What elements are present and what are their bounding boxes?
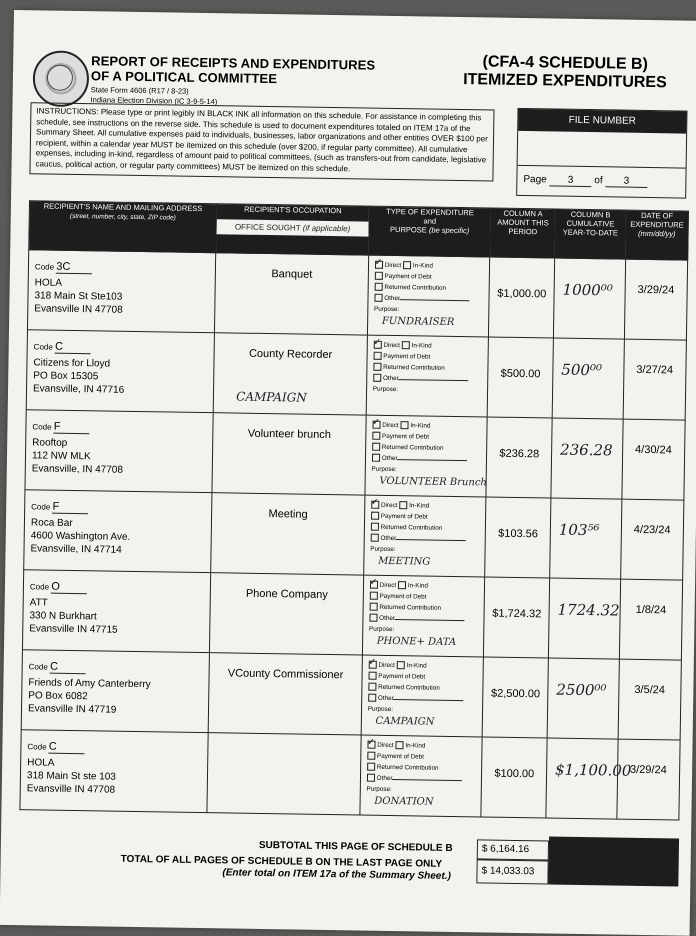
- cumulative: 1000⁰⁰: [562, 280, 613, 300]
- subtotal-value[interactable]: $ 6,164.16: [477, 839, 549, 860]
- type-cell[interactable]: ✓Direct In-Kind Payment of Debt Returned Contribution Other Purpose: MEETING: [363, 495, 486, 577]
- division: Indiana Election Division (IC 3-9-5-14): [90, 95, 218, 107]
- recipient-cell[interactable]: Code C Citizens for Lloyd PO Box 15305 Evansville, IN 47716: [26, 330, 214, 413]
- subtotal-label: SUBTOTAL THIS PAGE OF SCHEDULE B: [258, 839, 453, 854]
- indiana-seal-icon: [32, 50, 89, 107]
- other-checkbox: [367, 774, 375, 782]
- col-occupation: RECIPIENT'S OCCUPATION OFFICE SOUGHT (if applicable): [216, 204, 369, 255]
- other-checkbox: [368, 694, 376, 702]
- cumulative: 1724.32: [557, 600, 620, 620]
- direct-checkbox: [368, 661, 376, 669]
- returned-checkbox: [372, 443, 380, 451]
- table-row: [22, 570, 682, 660]
- inkind-checkbox: [402, 341, 410, 349]
- recipient-cell[interactable]: Code F Rooftop 112 NW MLK Evansville, IN 47708: [25, 410, 213, 493]
- amount-cell[interactable]: [488, 337, 554, 418]
- amount: $1,724.32: [492, 607, 542, 621]
- instructions: INSTRUCTIONS: Please type or print legibly IN BLACK INK all information on this schedule. For assistance in completing this schedule, see instructions on the reverse side. This schedule is used to document expenditures totaled on ITEM 17a of the Summary Sheet. All cumulative expenses paid to individuals, businesses, labor organizations and other entities OVER $100 per recipient, within a calendar year MUST be itemized on this schedule (over $200, if regular party committee). All cumulative expenses, including in-kind, regardless of amount paid to political committees, (such as transfers-out from candidate, legislative caucus, political action, or regular party committees) MUST be itemized on this schedule.: [29, 102, 494, 181]
- returned-checkbox: [367, 763, 375, 771]
- cumulative-cell[interactable]: [550, 498, 622, 579]
- expenditure-date: 3/5/24: [634, 683, 666, 697]
- cumulative: 500⁰⁰: [561, 360, 603, 380]
- date-cell[interactable]: [623, 339, 687, 420]
- table-row: [25, 410, 685, 500]
- table-row: [24, 490, 684, 580]
- cumulative-cell[interactable]: [553, 258, 625, 339]
- date-cell[interactable]: [624, 259, 688, 340]
- amount-cell[interactable]: [486, 417, 552, 498]
- total-note: (Enter total on ITEM 17a of the Summary Sheet.): [222, 867, 451, 882]
- office-handwriting: CAMPAIGN: [236, 389, 307, 405]
- state-form-number: State Form 4606 (R17 / 8-23): [90, 85, 189, 96]
- date-cell[interactable]: [616, 739, 680, 820]
- purpose-handwriting: PHONE+ DATA: [376, 635, 457, 649]
- occupation: Banquet: [271, 268, 313, 281]
- cumulative: 2500⁰⁰: [556, 680, 607, 700]
- col-type: TYPE OF EXPENDITURE and PURPOSE (be specific): [368, 206, 491, 257]
- debt-checkbox: [375, 272, 383, 280]
- table-row: [27, 250, 687, 340]
- cumulative-cell[interactable]: [547, 658, 619, 739]
- occupation: [209, 747, 360, 749]
- inkind-checkbox: [400, 421, 408, 429]
- recipient-cell[interactable]: Code C Friends of Amy Canterberry PO Box 6082 Evansville IN 47719: [21, 650, 209, 733]
- purpose-handwriting: MEETING: [378, 555, 431, 568]
- file-number-label: FILE NUMBER: [518, 109, 686, 134]
- returned-checkbox: [371, 523, 379, 531]
- occupation-cell[interactable]: [212, 413, 366, 495]
- type-cell[interactable]: ✓Direct In-Kind Payment of Debt Returned Contribution Other Purpose: VOLUNTEER Brunch: [365, 415, 488, 497]
- amount-cell[interactable]: [483, 657, 549, 738]
- occupation: Meeting: [268, 508, 308, 521]
- type-cell[interactable]: ✓Direct In-Kind Payment of Debt Returned Contribution Other Purpose:: [366, 335, 489, 417]
- inkind-checkbox: [397, 661, 405, 669]
- inkind-checkbox: [398, 581, 406, 589]
- debt-checkbox: [372, 432, 380, 440]
- direct-checkbox: [370, 581, 378, 589]
- cumulative-cell[interactable]: [546, 738, 632, 819]
- debt-checkbox: [367, 752, 375, 760]
- amount: $100.00: [494, 767, 535, 781]
- debt-checkbox: [368, 672, 376, 680]
- expenditure-date: 3/27/24: [636, 363, 674, 377]
- returned-checkbox: [368, 683, 376, 691]
- direct-checkbox: [371, 501, 379, 509]
- total-label: TOTAL OF ALL PAGES OF SCHEDULE B ON THE LAST PAGE ONLY: [120, 853, 443, 870]
- occupation: Phone Company: [245, 587, 328, 602]
- other-checkbox: [373, 374, 381, 382]
- shaded-block: [548, 837, 679, 887]
- expenditure-date: 3/29/24: [637, 283, 675, 297]
- other-checkbox: [369, 614, 377, 622]
- amount: $2,500.00: [490, 687, 541, 701]
- form-page: [0, 10, 696, 936]
- amount: $500.00: [500, 367, 541, 381]
- page-total[interactable]: 3: [605, 175, 647, 188]
- direct-checkbox: [373, 341, 381, 349]
- amount-cell[interactable]: [485, 497, 551, 578]
- date-cell[interactable]: [618, 659, 682, 740]
- occupation-cell[interactable]: [215, 253, 369, 335]
- other-checkbox: [370, 534, 378, 542]
- occupation-cell[interactable]: [207, 733, 361, 815]
- inkind-checkbox: [403, 261, 411, 269]
- amount-cell[interactable]: [484, 577, 550, 658]
- recipient-code: C: [49, 741, 85, 755]
- type-cell[interactable]: ✓Direct In-Kind Payment of Debt Returned Contribution Other Purpose: PHONE+ DATA: [362, 575, 485, 657]
- cumulative: $1,100.00: [554, 760, 632, 780]
- amount-cell[interactable]: [481, 737, 547, 818]
- inkind-checkbox: [395, 741, 403, 749]
- occupation: VCounty Commissioner: [227, 667, 344, 682]
- occupation: County Recorder: [248, 347, 333, 362]
- expenditure-date: 1/8/24: [635, 603, 667, 617]
- returned-checkbox: [373, 363, 381, 371]
- occupation-cell[interactable]: [208, 653, 362, 735]
- recipient-cell[interactable]: Code O ATT 330 N Burkhart Evansville IN 47715: [22, 570, 210, 653]
- recipient-code: O: [51, 581, 87, 595]
- expenditure-date: 4/30/24: [634, 443, 672, 457]
- cumulative-cell[interactable]: [551, 418, 623, 499]
- form-title: REPORT OF RECEIPTS AND EXPENDITURES OF A POLITICAL COMMITTEE: [90, 53, 376, 87]
- occupation-cell[interactable]: [211, 493, 365, 575]
- inkind-checkbox: [399, 501, 407, 509]
- date-cell[interactable]: [620, 499, 684, 580]
- recipient-code: F: [54, 421, 90, 435]
- total-value[interactable]: $ 14,033.03: [476, 859, 548, 884]
- direct-checkbox: [372, 421, 380, 429]
- expenditures-table: [19, 200, 689, 820]
- amount: $236.28: [499, 447, 540, 461]
- direct-checkbox: [375, 261, 383, 269]
- type-cell[interactable]: ✓Direct In-Kind Payment of Debt Returned Contribution Other Purpose: CAMPAIGN: [361, 655, 484, 737]
- amount: $103.56: [498, 527, 539, 541]
- other-checkbox: [372, 454, 380, 462]
- table-row: [20, 730, 680, 820]
- type-cell[interactable]: ✓Direct In-Kind Payment of Debt Returned Contribution Other Purpose: DONATION: [360, 735, 483, 817]
- returned-checkbox: [369, 603, 377, 611]
- expenditure-date: 3/29/24: [629, 763, 667, 777]
- amount-cell[interactable]: [489, 257, 555, 338]
- recipient-cell[interactable]: Code F Roca Bar 4600 Washington Ave. Evansville, IN 47714: [24, 490, 212, 573]
- col-date: DATE OF EXPENDITURE (mm/dd/yy): [625, 210, 688, 260]
- recipient-cell[interactable]: Code 3C HOLA 318 Main St Ste103 Evansville IN 47708: [27, 250, 215, 333]
- other-checkbox: [374, 294, 382, 302]
- occupation-cell[interactable]: [213, 333, 367, 415]
- col-recipient: RECIPIENT'S NAME AND MAILING ADDRESS (street, number, city, state, ZIP code): [29, 201, 217, 253]
- date-cell[interactable]: [621, 419, 685, 500]
- occupation-cell[interactable]: [210, 573, 364, 655]
- purpose-handwriting: VOLUNTEER Brunch: [379, 475, 487, 489]
- cumulative: 236.28: [559, 440, 613, 460]
- recipient-cell[interactable]: Code C HOLA 318 Main St ste 103 Evansville IN 47708: [20, 730, 208, 813]
- recipient-code: C: [50, 661, 86, 675]
- recipient-code: F: [52, 501, 88, 515]
- recipient-code: C: [55, 341, 91, 355]
- page-current[interactable]: 3: [549, 174, 591, 187]
- debt-checkbox: [373, 352, 381, 360]
- schedule-title: (CFA-4 SCHEDULE B) ITEMIZED EXPENDITURES: [463, 53, 667, 92]
- page-indicator: Page 3 of 3: [523, 174, 647, 188]
- direct-checkbox: [367, 741, 375, 749]
- col-amount: COLUMN A AMOUNT THIS PERIOD: [490, 208, 555, 258]
- table-row: [21, 650, 681, 740]
- purpose-handwriting: CAMPAIGN: [375, 715, 435, 728]
- occupation: Volunteer brunch: [247, 427, 332, 442]
- amount: $1,000.00: [497, 287, 547, 301]
- expenditure-date: 4/23/24: [633, 523, 671, 537]
- cumulative-cell[interactable]: [552, 338, 624, 419]
- cumulative: 103⁵⁶: [558, 520, 600, 540]
- purpose-handwriting: FUNDRAISER: [381, 315, 455, 328]
- col-cumulative: COLUMN B CUMULATIVE YEAR-TO-DATE: [555, 209, 626, 259]
- debt-checkbox: [371, 512, 379, 520]
- table-row: [26, 330, 686, 420]
- debt-checkbox: [369, 592, 377, 600]
- returned-checkbox: [374, 283, 382, 291]
- recipient-code: 3C: [56, 261, 92, 275]
- purpose-handwriting: DONATION: [374, 795, 434, 808]
- date-cell[interactable]: [619, 579, 683, 660]
- type-cell[interactable]: ✓Direct In-Kind Payment of Debt Returned Contribution Other Purpose: FUNDRAISER: [367, 255, 490, 337]
- cumulative-cell[interactable]: [548, 578, 620, 659]
